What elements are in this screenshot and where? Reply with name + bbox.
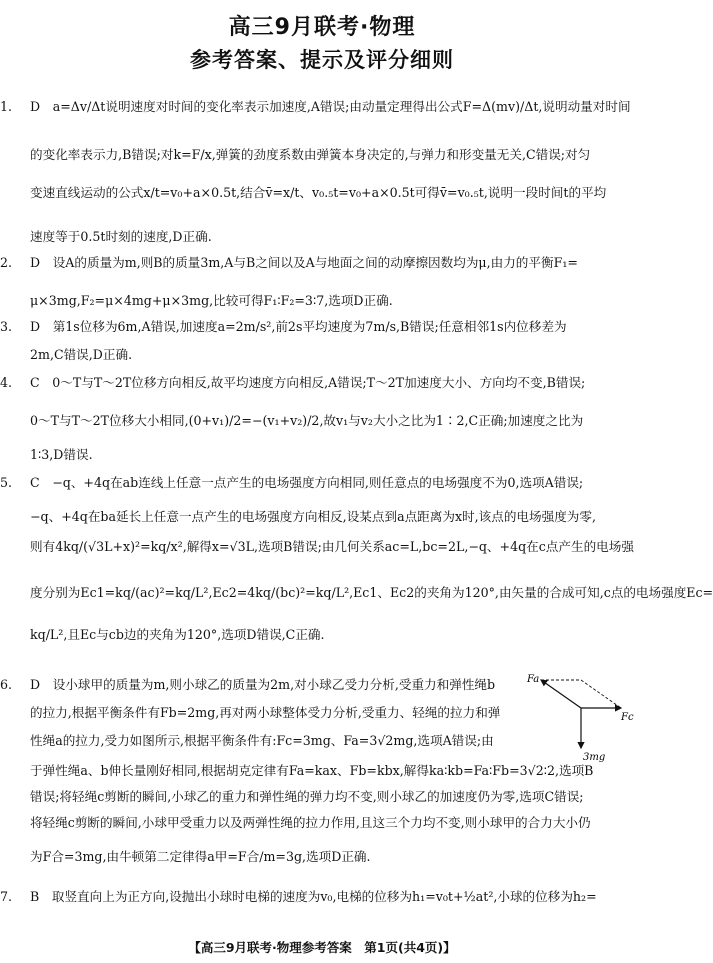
text-line	[0, 374, 636, 392]
line-text: 将轻绳c剪断的瞬间,小球甲受重力以及两弹性绳的拉力作用,且这三个力均不变,则小球甲的合力大小仍	[30, 815, 591, 830]
question-number: 1.	[0, 99, 13, 114]
label-3mg: 3mg	[583, 752, 606, 763]
line-text: 则有4kq/(√3L+x)²=kq/x²,解得x=√3L,选项B错误;由几何关系ac=L,bc=2L,−q、+4q在c点产生的电场强	[30, 539, 634, 554]
text-line	[0, 446, 666, 464]
text-line	[0, 538, 666, 556]
line-text: 为F合=3mg,由牛顿第二定律得a甲=F合/m=3g,选项D正确.	[30, 849, 371, 864]
text-line	[0, 474, 636, 492]
question-number: 2.	[0, 255, 13, 270]
line-text: 于弹性绳a、b伸长量刚好相同,根据胡克定律有Fa=kax、Fb=kbx,解得ka∶kb=Fa∶Fb=3√2∶2,选项B	[30, 763, 594, 778]
line-text: C −q、+4q在ab连线上任意一点产生的电场强度方向相同,则任意点的电场强度不为0,选项A错误;	[30, 475, 584, 490]
label-fa: Fa	[527, 674, 540, 685]
text-line	[0, 788, 666, 806]
question-number: 3.	[0, 319, 13, 334]
line-text: 速度等于0.5t时刻的速度,D正确.	[30, 229, 212, 244]
text-line	[0, 626, 666, 644]
line-text: C 0～T与T～2T位移方向相反,故平均速度方向相反,A错误;T～2T加速度大小、方向均不变,B错误;	[30, 375, 586, 390]
line-text: 度分别为Ec1=kq/(ac)²=kq/L²,Ec2=4kq/(bc)²=kq/L²,Ec1、Ec2的夹角为120°,由矢量的合成可知,c点的电场强度Ec=	[30, 585, 713, 600]
text-line	[0, 762, 666, 780]
text-line	[0, 292, 666, 310]
text-line	[0, 888, 636, 906]
line-text: 2m,C错误,D正确.	[30, 347, 133, 362]
question-number: 4.	[0, 375, 13, 390]
line-text: 变速直线运动的公式x/t=v₀+a×0.5t,结合v̄=x/t、v₀.₅t=v₀+a×0.5t可得v̄=v₀.₅t,说明一段时间t的平均	[30, 185, 607, 200]
line-text: 错误;将轻绳c剪断的瞬间,小球乙的重力和弹性绳的弹力均不变,则小球乙的加速度仍为零,选项C错误;	[30, 789, 584, 804]
text-line	[0, 508, 666, 526]
page-title: 高三9月联考·物理	[228, 15, 416, 40]
dashed-guide	[581, 680, 621, 708]
text-line	[0, 318, 636, 336]
text-line	[0, 184, 666, 202]
line-text: μ×3mg,F₂=μ×4mg+μ×3mg,比较可得F₁∶F₂=3∶7,选项D正确.	[30, 293, 393, 308]
text-line	[0, 584, 713, 602]
force-fa-arrow	[541, 680, 581, 708]
text-line	[0, 254, 636, 272]
line-text: D a=Δv/Δt说明速度对时间的变化率表示加速度,A错误;由动量定理得出公式F=Δ(mv)/Δt,说明动量对时间	[30, 99, 631, 114]
text-line	[0, 848, 666, 866]
question-number: 6.	[0, 677, 13, 692]
text-line	[0, 228, 666, 246]
question-number: 7.	[0, 889, 13, 904]
line-text: D 第1s位移为6m,A错误,加速度a=2m/s²,前2s平均速度为7m/s,B错误;任意相邻1s内位移差为	[30, 319, 567, 334]
page-subtitle: 参考答案、提示及评分细则	[190, 48, 454, 72]
line-text: 1∶3,D错误.	[30, 447, 93, 462]
line-text: −q、+4q在ba延长上任意一点产生的电场强度方向相反,设某点到a点距离为x时,该点的电场强度为零,	[30, 509, 596, 524]
line-text: B 取竖直向上为正方向,设抛出小球时电梯的速度为v₀,电梯的位移为h₁=v₀t+½at²,小球的位移为h₂=	[30, 889, 597, 904]
page-footer: 【高三9月联考·物理参考答案 第1页(共4页)】	[188, 940, 456, 955]
text-line	[0, 98, 636, 116]
line-text: D 设A的质量为m,则B的质量3m,A与B之间以及A与地面之间的动摩擦因数均为μ,由力的平衡F₁=	[30, 255, 578, 270]
line-text: 的拉力,根据平衡条件有Fb=2mg,再对两小球整体受力分析,受重力、轻绳的拉力和弹	[30, 705, 501, 720]
text-line	[0, 814, 666, 832]
line-text: 的变化率表示力,B错误;对k=F/x,弹簧的劲度系数由弹簧本身决定的,与弹力和形变量无关,C错误;对匀	[30, 147, 591, 162]
text-line	[0, 146, 666, 164]
label-fc: Fc	[621, 712, 634, 723]
text-line	[0, 412, 666, 430]
question-number: 5.	[0, 475, 13, 490]
line-text: D 设小球甲的质量为m,则小球乙的质量为2m,对小球乙受力分析,受重力和弹性绳b	[30, 677, 496, 692]
line-text: 0～T与T～2T位移大小相同,(0+v₁)/2=−(v₁+v₂)/2,故v₁与v₂大小之比为1∶2,C正确;加速度之比为	[30, 413, 584, 428]
line-text: kq/L²,且Ec与cb边的夹角为120°,选项D错误,C正确.	[30, 627, 325, 642]
force-diagram	[525, 672, 637, 764]
text-line	[0, 346, 666, 364]
line-text: 性绳a的拉力,受力如图所示,根据平衡条件有:Fc=3mg、Fa=3√2mg,选项A错误;由	[30, 733, 494, 748]
